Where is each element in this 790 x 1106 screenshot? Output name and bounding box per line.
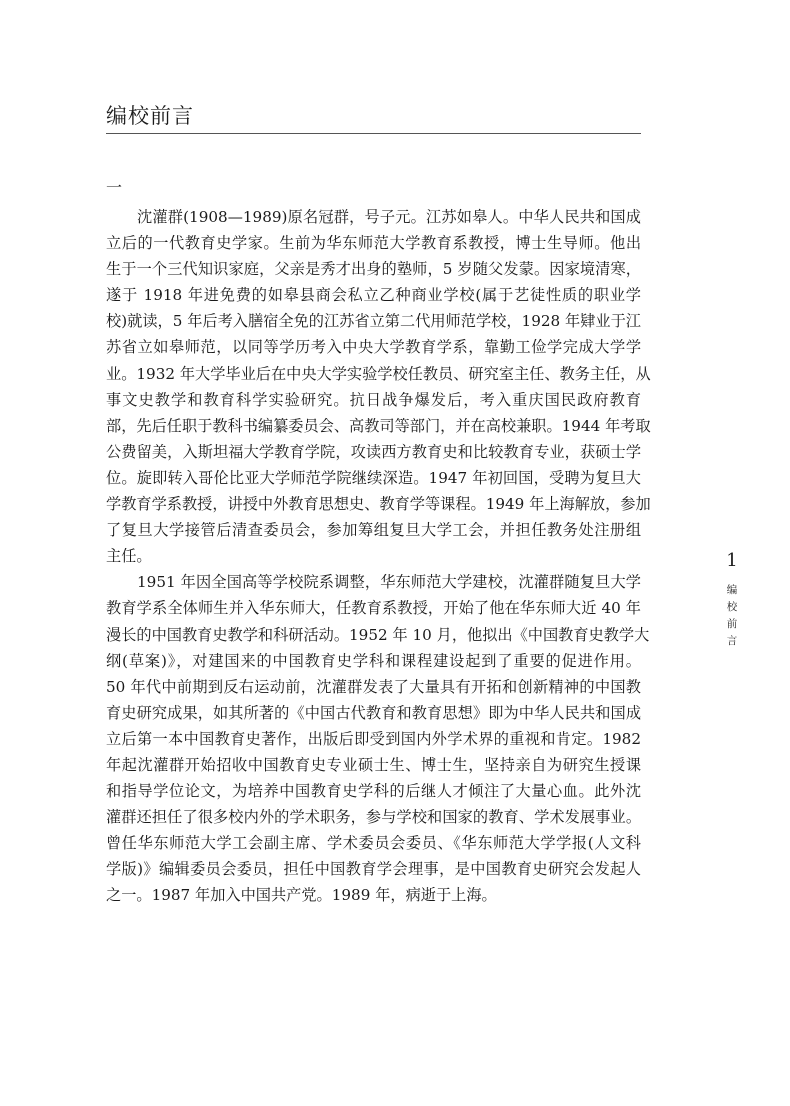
text-line: 位。旋即转入哥伦比亚大学师范学院继续深造。1947 年初回国，受聘为复旦大	[106, 468, 641, 487]
text-line: 苏省立如皋师范，以同等学历考入中央大学教育学系，靠勤工俭学完成大学学	[106, 338, 641, 357]
running-head-char: 编	[726, 584, 738, 596]
text-line: 立后的一代教育史学家。生前为华东师范大学教育系教授，博士生导师。他出	[106, 234, 641, 253]
text-line: 立后第一本中国教育史著作，出版后即受到国内外学术界的重视和肯定。1982	[106, 729, 641, 748]
running-head	[722, 582, 742, 650]
running-head-char: 校	[726, 601, 738, 613]
text-line: 沈灌群(1908—1989)原名冠群，号子元。江苏如皋人。中华人民共和国成	[137, 208, 641, 226]
text-line: 校)就读，5 年后考入膳宿全免的江苏省立第二代用师范学校，1928 年肄业于江	[106, 312, 641, 331]
text-line: 学版)》编辑委员会委员，担任中国教育学会理事，是中国教育史研究会发起人	[106, 860, 641, 879]
text-line: 部，先后任职于教科书编纂委员会、高教司等部门，并在高校兼职。1944 年考取	[106, 416, 651, 435]
text-line: 之一。1987 年加入中国共产党。1989 年，病逝于上海。	[106, 886, 497, 905]
text-line: 生于一个三代知识家庭，父亲是秀才出身的塾师，5 岁随父发蒙。因家境清寒，	[106, 260, 641, 279]
text-line: 公费留美，入斯坦福大学教育学院，攻读西方教育史和比较教育专业，获硕士学	[106, 442, 641, 461]
text-line: 漫长的中国教育史教学和科研活动。1952 年 10 月，他拟出《中国教育史教学大	[106, 625, 650, 644]
text-line: 纲(草案)》，对建国来的中国教育史学科和课程建设起到了重要的促进作用。	[106, 651, 641, 670]
body-text	[106, 204, 651, 909]
page-title: 编校前言	[106, 104, 194, 128]
text-line: 和指导学位论文，为培养中国教育史学科的后继人才倾注了大量心血。此外沈	[106, 782, 641, 801]
running-head-char: 前	[726, 618, 738, 630]
text-line: 业。1932 年大学毕业后在中央大学实验学校任教员、研究室主任、教务主任，从	[106, 364, 651, 383]
text-line: 曾任华东师范大学工会副主席、学术委员会委员、《华东师范大学学报(人文科	[106, 834, 641, 853]
text-line: 教育学系全体师生并入华东师大，任教育系教授，开始了他在华东师大近 40 年	[106, 599, 641, 618]
text-line: 50 年代中前期到反右运动前，沈灌群发表了大量具有开拓和创新精神的中国教	[106, 677, 641, 696]
text-line: 遂于 1918 年进免费的如皋县商会私立乙种商业学校(属于艺徒性质的职业学	[106, 286, 641, 305]
text-line: 年起沈灌群开始招收中国教育史专业硕士生、博士生，坚持亲自为研究生授课	[106, 755, 641, 774]
text-line: 灌群还担任了很多校内外的学术职务，参与学校和国家的教育、学术发展事业。	[106, 808, 641, 827]
page-number: 1	[726, 550, 738, 571]
section-number: 一	[106, 178, 123, 197]
title-rule	[106, 133, 641, 134]
text-line: 育史研究成果，如其所著的《中国古代教育和教育思想》即为中华人民共和国成	[106, 703, 641, 722]
text-line: 1951 年因全国高等学校院系调整，华东师范大学建校，沈灌群随复旦大学	[137, 573, 641, 592]
text-line: 主任。	[106, 547, 152, 566]
running-head-char: 言	[726, 635, 738, 647]
text-line: 了复旦大学接管后清查委员会，参加筹组复旦大学工会，并担任教务处注册组	[106, 521, 641, 540]
text-line: 学教育学系教授，讲授中外教育思想史、教育学等课程。1949 年上海解放，参加	[106, 495, 651, 514]
text-line: 事文史教学和教育科学实验研究。抗日战争爆发后，考入重庆国民政府教育	[106, 390, 641, 409]
